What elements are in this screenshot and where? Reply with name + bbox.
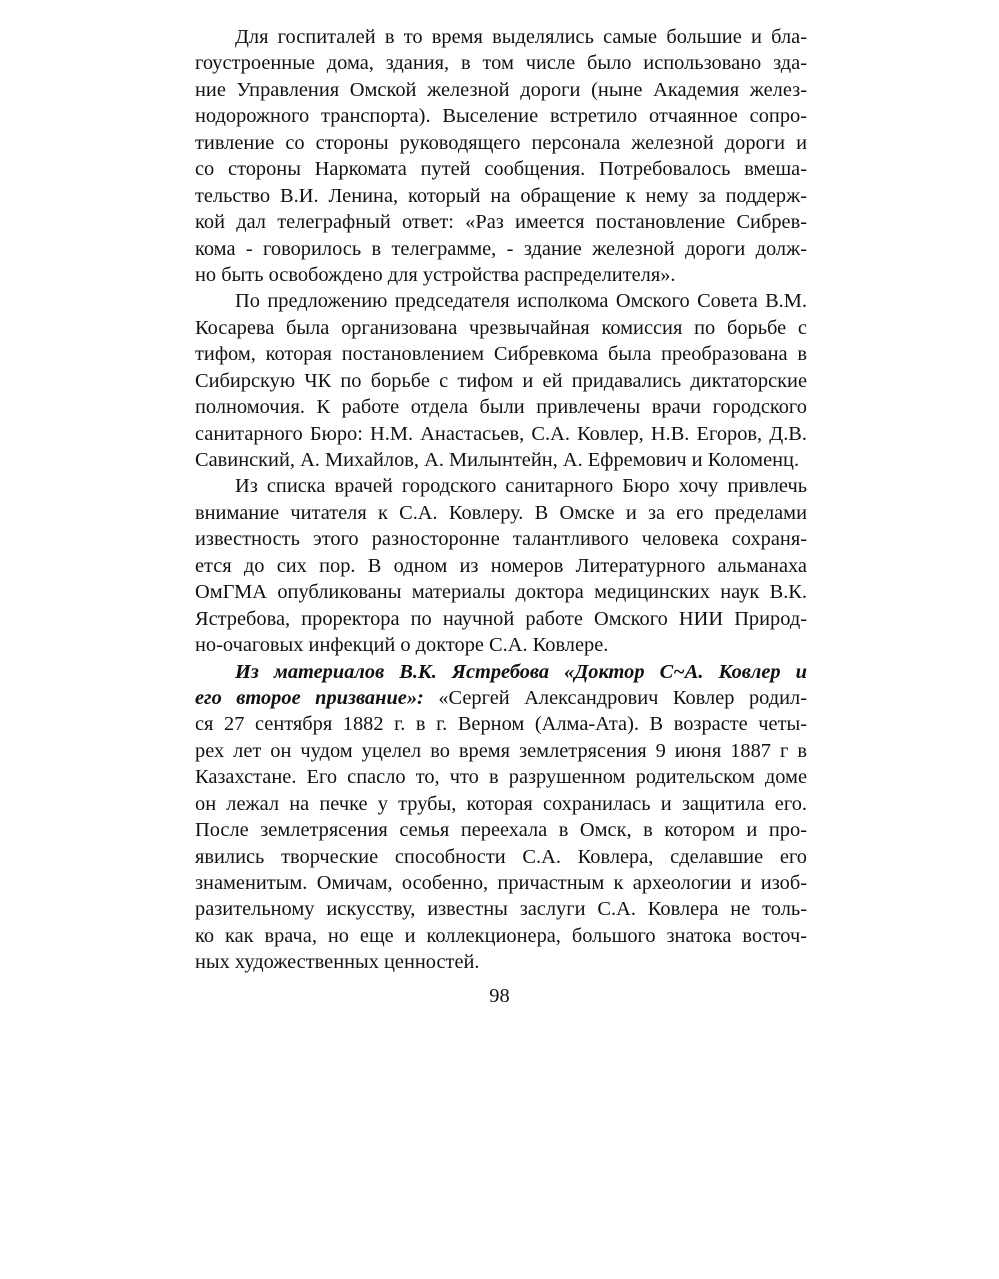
quote-start: «Сергей Александрович Ковлер родил-	[423, 686, 807, 709]
text-line: гоустроенные дома, здания, в том числе было использовано зда-	[195, 52, 807, 75]
quote-heading: Из материалов В.К. Ястребова «Доктор С~А. Ковлер и	[235, 660, 807, 683]
text-line: Сибирскую ЧК по борьбе с тифом и ей придавались диктаторские	[195, 369, 807, 392]
text-line: ко как врача, но еще и коллекционера, большого знатока восточ-	[195, 924, 807, 947]
paragraph-2	[195, 288, 807, 473]
text-line: разительному искусству, известны заслуги С.А. Ковлера не толь-	[195, 898, 807, 921]
paragraph-3	[195, 473, 807, 658]
text-line: Казахстане. Его спасло то, что в разрушенном родительском доме	[195, 766, 807, 789]
text-line: ных художественных ценностей.	[195, 951, 480, 974]
text-line: нодорожного транспорта). Выселение встретило отчаянное сопро-	[195, 105, 807, 128]
text-line: он лежал на печке у трубы, которая сохранилась и защитила его.	[195, 792, 807, 815]
text-line: После землетрясения семья переехала в Омск, в котором и про-	[195, 819, 807, 842]
text-line: тивление со стороны руководящего персонала железной дороги и	[195, 131, 807, 154]
text-line: знаменитым. Омичам, особенно, причастным к археологии и изоб-	[195, 872, 807, 894]
text-line: Для госпиталей в то время выделялись самые большие и бла-	[235, 26, 807, 48]
quote-heading-tail: его второе призвание»:	[195, 686, 424, 709]
text-line: со стороны Наркомата путей сообщения. Потребовалось вмеша-	[195, 158, 807, 181]
text-line: санитарного Бюро: Н.М. Анастасьев, С.А. Ковлер, Н.В. Егоров, Д.В.	[195, 422, 807, 445]
text-line: ОмГМА опубликованы материалы доктора медицинских наук В.К.	[195, 581, 807, 604]
page-number: 98	[489, 985, 510, 1007]
text-line: полномочия. К работе отдела были привлечены врачи городского	[195, 396, 807, 419]
text-line: ся 27 сентября 1882 г. в г. Верном (Алма-Ата). В возрасте четы-	[195, 713, 807, 736]
text-line: Савинский, А. Михайлов, А. Милынтейн, А. Ефремович и Коломенц.	[195, 449, 800, 471]
paragraph-4	[195, 659, 807, 976]
text-line: кома - говорилось в телеграмме, - здание железной дороги долж-	[195, 237, 807, 260]
text-line: тельство В.И. Ленина, который на обращение к нему за поддерж-	[195, 184, 807, 207]
text-line	[195, 685, 807, 711]
text-line: кой дал телеграфный ответ: «Раз имеется постановление Сибрев-	[195, 211, 807, 234]
text-line: рех лет он чудом уцелел во время землетрясения 9 июня 1887 г в	[195, 739, 807, 762]
text-line: известность этого разносторонне талантливого человека сохраня-	[195, 528, 807, 551]
text-line: но-очаговых инфекций о докторе С.А. Ковлере.	[195, 634, 609, 657]
text-line: Ястребова, проректора по научной работе Омского НИИ Природ-	[195, 607, 807, 630]
text-line: Косарева была организована чрезвычайная комиссия по борьбе с	[195, 316, 807, 339]
text-line: внимание читателя к С.А. Ковлеру. В Омске и за его пределами	[195, 501, 807, 524]
text-line: По предложению председателя исполкома Омского Совета В.М.	[235, 290, 807, 313]
text-line: ние Управления Омской железной дороги (ныне Академия желез-	[195, 78, 807, 101]
body-text	[195, 24, 807, 976]
text-line: ется до сих пор. В одном из номеров Литературного альманаха	[195, 554, 807, 577]
text-line: Из списка врачей городского санитарного Бюро хочу привлечь	[235, 475, 807, 498]
text-line: но быть освобождено для устройства распределителя».	[195, 263, 676, 286]
paragraph-1	[195, 24, 807, 288]
text-line: тифом, которая постановлением Сибревкома была преобразована в	[195, 343, 807, 366]
text-line: явились творческие способности С.А. Ковлера, сделавшие его	[195, 845, 807, 868]
